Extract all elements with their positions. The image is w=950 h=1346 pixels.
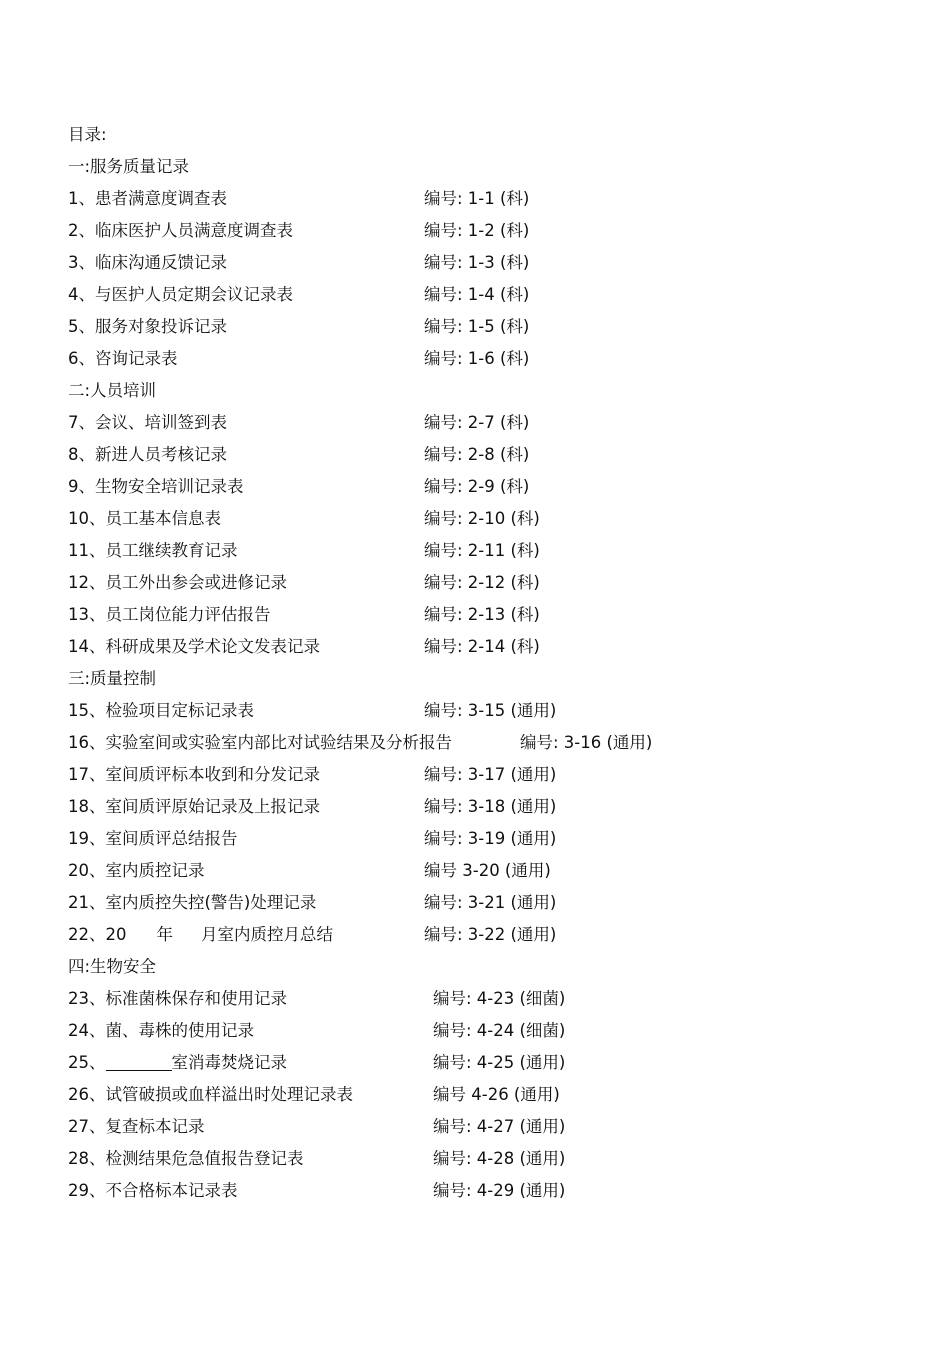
toc-title: 目录: xyxy=(68,125,107,144)
list-item-title: 9、生物安全培训记录表 xyxy=(68,477,244,496)
list-item-code: 编号: 2-12 (科) xyxy=(424,573,540,592)
list-item-title: 19、室间质评总结报告 xyxy=(68,829,238,848)
list-item-title: 18、室间质评原始记录及上报记录 xyxy=(68,797,320,816)
section-heading: 二:人员培训 xyxy=(68,381,157,400)
list-item-code: 编号: 1-4 (科) xyxy=(424,285,530,304)
list-item-title: 24、菌、毒株的使用记录 xyxy=(68,1021,254,1040)
list-item-title: 16、实验室间或实验室内部比对试验结果及分析报告 xyxy=(68,733,452,752)
list-item-code: 编号: 4-28 (通用) xyxy=(433,1149,566,1168)
list-item-code: 编号: 2-14 (科) xyxy=(424,637,540,656)
list-item-title: 15、检验项目定标记录表 xyxy=(68,701,254,720)
section-heading: 四:生物安全 xyxy=(68,957,157,976)
list-item-title: 21、室内质控失控(警告)处理记录 xyxy=(68,893,317,912)
list-item-code: 编号: 2-11 (科) xyxy=(424,541,540,560)
list-item-title: 10、员工基本信息表 xyxy=(68,509,221,528)
list-item-code: 编号: 3-21 (通用) xyxy=(424,893,557,912)
list-item-title: 3、临床沟通反馈记录 xyxy=(68,253,227,272)
list-item-code: 编号: 2-7 (科) xyxy=(424,413,530,432)
list-item-title: 27、复查标本记录 xyxy=(68,1117,205,1136)
list-item-code: 编号: 3-18 (通用) xyxy=(424,797,557,816)
list-item-title: 1、患者满意度调查表 xyxy=(68,189,227,208)
title-suffix: 月室内质控月总结 xyxy=(201,925,333,944)
list-item-code: 编号: 3-16 (通用) xyxy=(520,733,653,752)
list-item-code: 编号: 1-2 (科) xyxy=(424,221,530,240)
fill-in-blank xyxy=(106,1052,172,1071)
list-item-title: 5、服务对象投诉记录 xyxy=(68,317,227,336)
list-item-code: 编号: 4-24 (细菌) xyxy=(433,1021,566,1040)
list-item-title: 8、新进人员考核记录 xyxy=(68,445,227,464)
list-item-title: 11、员工继续教育记录 xyxy=(68,541,238,560)
section-heading: 三:质量控制 xyxy=(68,669,157,688)
list-item-code: 编号: 2-10 (科) xyxy=(424,509,540,528)
list-item-title: 23、标准菌株保存和使用记录 xyxy=(68,989,287,1008)
list-item-title: 26、试管破损或血样溢出时处理记录表 xyxy=(68,1085,353,1104)
list-item-code: 编号 4-26 (通用) xyxy=(433,1085,560,1104)
list-item-code: 编号: 2-8 (科) xyxy=(424,445,530,464)
title-prefix: 22、20 xyxy=(68,925,127,944)
list-item-title: 28、检测结果危急值报告登记表 xyxy=(68,1149,304,1168)
list-item-code: 编号 3-20 (通用) xyxy=(424,861,551,880)
list-item-code: 编号: 2-13 (科) xyxy=(424,605,540,624)
list-item-code: 编号: 1-3 (科) xyxy=(424,253,530,272)
section-heading: 一:服务质量记录 xyxy=(68,157,190,176)
list-item-title: 2、临床医护人员满意度调查表 xyxy=(68,221,293,240)
list-item-code: 编号: 1-6 (科) xyxy=(424,349,530,368)
list-item-title: 12、员工外出参会或进修记录 xyxy=(68,573,287,592)
list-item-code: 编号: 3-15 (通用) xyxy=(424,701,557,720)
list-item-code: 编号: 3-22 (通用) xyxy=(424,925,557,944)
list-item-title: 20、室内质控记录 xyxy=(68,861,205,880)
list-item-code: 编号: 4-29 (通用) xyxy=(433,1181,566,1200)
list-item-code: 编号: 3-17 (通用) xyxy=(424,765,557,784)
list-item-title: 4、与医护人员定期会议记录表 xyxy=(68,285,293,304)
list-item-code: 编号: 3-19 (通用) xyxy=(424,829,557,848)
list-item-code: 编号: 2-9 (科) xyxy=(424,477,530,496)
list-item-code: 编号: 4-25 (通用) xyxy=(433,1053,566,1072)
list-item-title: 29、不合格标本记录表 xyxy=(68,1181,238,1200)
list-item-code: 编号: 1-5 (科) xyxy=(424,317,530,336)
title-prefix: 25、 xyxy=(68,1053,106,1072)
list-item-code: 编号: 4-27 (通用) xyxy=(433,1117,566,1136)
title-suffix: 室消毒焚烧记录 xyxy=(171,1053,287,1072)
list-item-title: 13、员工岗位能力评估报告 xyxy=(68,605,271,624)
list-item-code: 编号: 4-23 (细菌) xyxy=(433,989,566,1008)
list-item-title: 7、会议、培训签到表 xyxy=(68,413,227,432)
list-item-title: 14、科研成果及学术论文发表记录 xyxy=(68,637,320,656)
list-item-title: 17、室间质评标本收到和分发记录 xyxy=(68,765,320,784)
list-item-title xyxy=(68,919,333,951)
list-item-title xyxy=(68,1047,287,1079)
list-item-title: 6、咨询记录表 xyxy=(68,349,178,368)
title-year-label: 年 xyxy=(156,925,173,944)
list-item-code: 编号: 1-1 (科) xyxy=(424,189,530,208)
